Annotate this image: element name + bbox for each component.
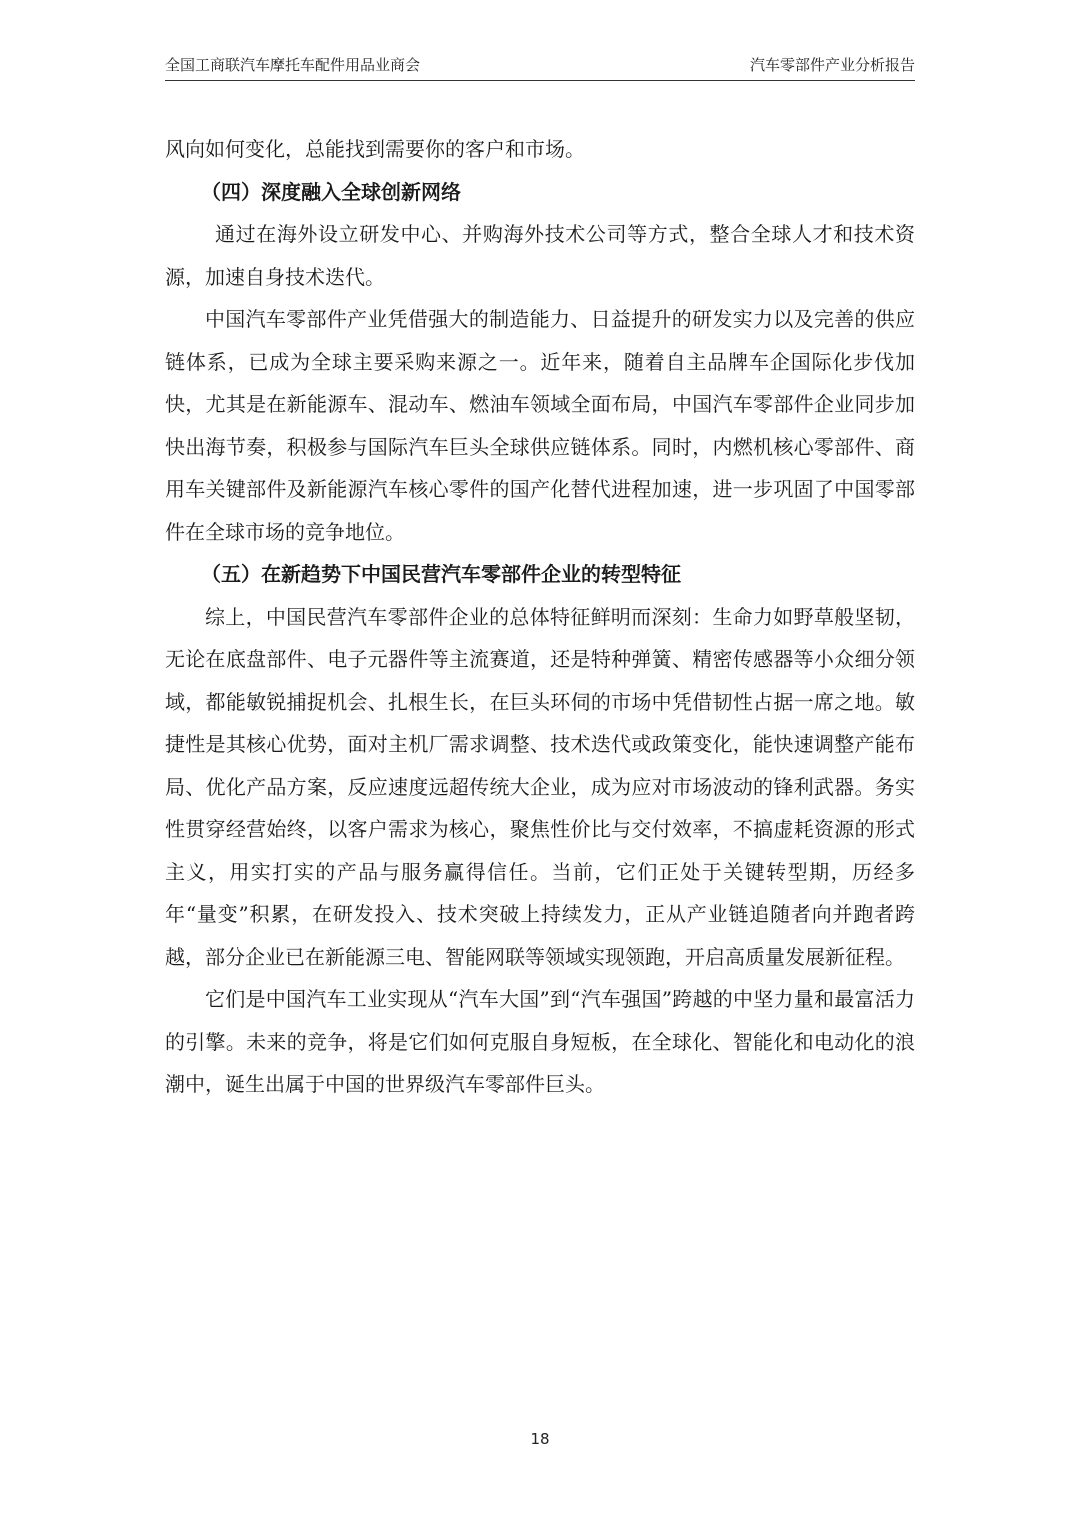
- paragraph: 通过在海外设立研发中心、并购海外技术公司等方式，整合全球人才和技术资源，加速自身技术迭代。: [165, 222, 915, 289]
- paragraph: 综上，中国民营汽车零部件企业的总体特征鲜明而深刻：生命力如野草般坚韧，无论在底盘部件、电子元器件等主流赛道，还是特种弹簧、精密传感器等小众细分领域，都能敏锐捕捉机会、扎根生长，在巨头环伺的市场中凭借韧性占据一席之地。敏捷性是其核心优势，面对主机厂需求调整、技术迭代或政策变化，能快速调整产能布局、优化产品方案，反应速度远超传统大企业，成为应对市场波动的锋利武器。务实性贯穿经营始终，以客户需求为核心，聚焦性价比与交付效率，不搞虚耗资源的形式主义，用实打实的产品与服务赢得信任。当前，它们正处于关键转型期，历经多年“量变”积累，在研发投入、技术突破上持续发力，正从产业链追随者向并跑者跨越，部分企业已在新能源三电、智能网联等领域实现领跑，开启高质量发展新征程。: [165, 604, 915, 969]
- paragraph: 中国汽车零部件产业凭借强大的制造能力、日益提升的研发实力以及完善的供应链体系，已成为全球主要采购来源之一。近年来，随着自主品牌车企国际化步伐加快，尤其是在新能源车、混动车、燃油车领域全面布局，中国汽车零部件企业同步加快出海节奏，积极参与国际汽车巨头全球供应链体系。同时，内燃机核心零部件、商用车关键部件及新能源汽车核心零件的国产化替代进程加速，进一步巩固了中国零部件在全球市场的竞争地位。: [165, 307, 915, 544]
- page-header: [165, 50, 915, 81]
- paragraph: 它们是中国汽车工业实现从“汽车大国”到“汽车强国”跨越的中坚力量和最富活力的引擎。未来的竞争，将是它们如何克服自身短板，在全球化、智能化和电动化的浪潮中，诞生出属于中国的世界级汽车零部件巨头。: [165, 987, 915, 1096]
- document-body: [165, 128, 915, 1106]
- paragraph-continuation: 风向如何变化，总能找到需要你的客户和市场。: [165, 137, 585, 161]
- section-heading-5: （五）在新趋势下中国民营汽车零部件企业的转型特征: [201, 562, 681, 586]
- header-report-title: 汽车零部件产业分析报告: [749, 56, 915, 74]
- page-number: 18: [530, 1430, 550, 1448]
- section-heading-4: （四）深度融入全球创新网络: [201, 179, 461, 204]
- header-organization: 全国工商联汽车摩托车配件用品业商会: [165, 56, 421, 74]
